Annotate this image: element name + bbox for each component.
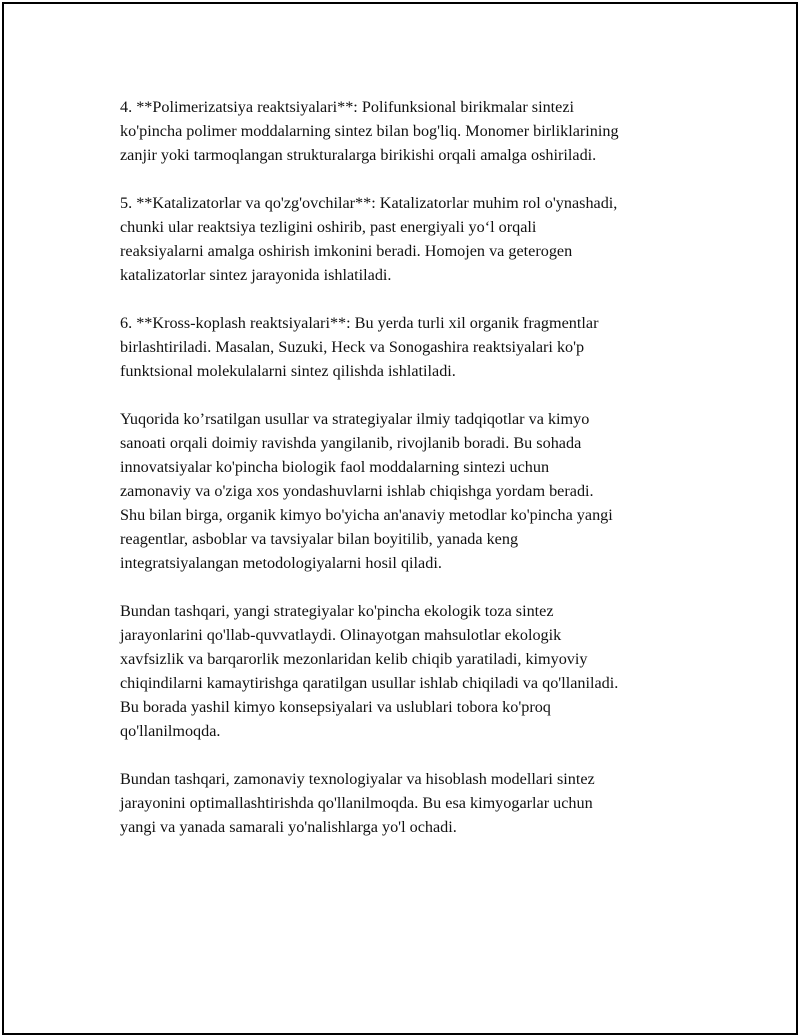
paragraph-modern-technologies: Bundan tashqari, zamonaviy texnologiyalar va hisoblash modellari sintez jarayonini optimallashtirishda qo'llanilmoqda. Bu esa kimyogarlar uchun yangi va yanada samarali yo'nalishlarga yo'l ochadi.	[120, 770, 595, 836]
paragraph-catalysts: 5. **Katalizatorlar va qo'zg'ovchilar**: Katalizatorlar muhim rol o'ynashadi, chunki ular reaktsiya tezligini oshirib, past energiyali yo‘l orqali reaksiyalarni amalga oshirish imkonini beradi. Homojen va geterogen katalizatorlar sintez jarayonida ishlatiladi.	[120, 194, 618, 284]
paragraph-polymerization: 4. **Polimerizatsiya reaktsiyalari**: Polifunksional birikmalar sintezi ko'pincha polimer moddalarning sintez bilan bog'liq. Monomer birliklarining zanjir yoki tarmoqlangan strukturalarga birikishi orqali amalga oshiriladi.	[120, 98, 619, 164]
paragraph-cross-coupling: 6. **Kross-koplash reaktsiyalari**: Bu yerda turli xil organik fragmentlar birlashtiriladi. Masalan, Suzuki, Heck va Sonogashira reaktsiyalari ko'p funktsional molekulalarni sintez qilishda ishlatiladi.	[120, 314, 599, 380]
page-frame	[2, 2, 798, 1035]
document-body	[120, 95, 700, 863]
paragraph-strategies: Yuqorida ko’rsatilgan usullar va strategiyalar ilmiy tadqiqotlar va kimyo sanoati orqali doimiy ravishda yangilanib, rivojlanib boradi. Bu sohada innovatsiyalar ko'pincha biologik faol moddalarning sintezi uchun zamonaviy va o'ziga xos yondashuvlarni ishlab chiqishga yordam beradi. Shu bilan birga, organik kimyo bo'yicha an'anaviy metodlar ko'pincha yangi reagentlar, asboblar va tavsiyalar bilan boyitilib, yanada keng integratsiyalangan metodologiyalarni hosil qiladi.	[120, 410, 613, 572]
paragraph-green-synthesis: Bundan tashqari, yangi strategiyalar ko'pincha ekologik toza sintez jarayonlarini qo'llab-quvvatlaydi. Olinayotgan mahsulotlar ekologik xavfsizlik va barqarorlik mezonlaridan kelib chiqib yaratiladi, kimyoviy chiqindilarni kamaytirishga qaratilgan usullar ishlab chiqiladi va qo'llaniladi. Bu borada yashil kimyo konsepsiyalari va uslublari tobora ko'proq qo'llanilmoqda.	[120, 602, 619, 740]
